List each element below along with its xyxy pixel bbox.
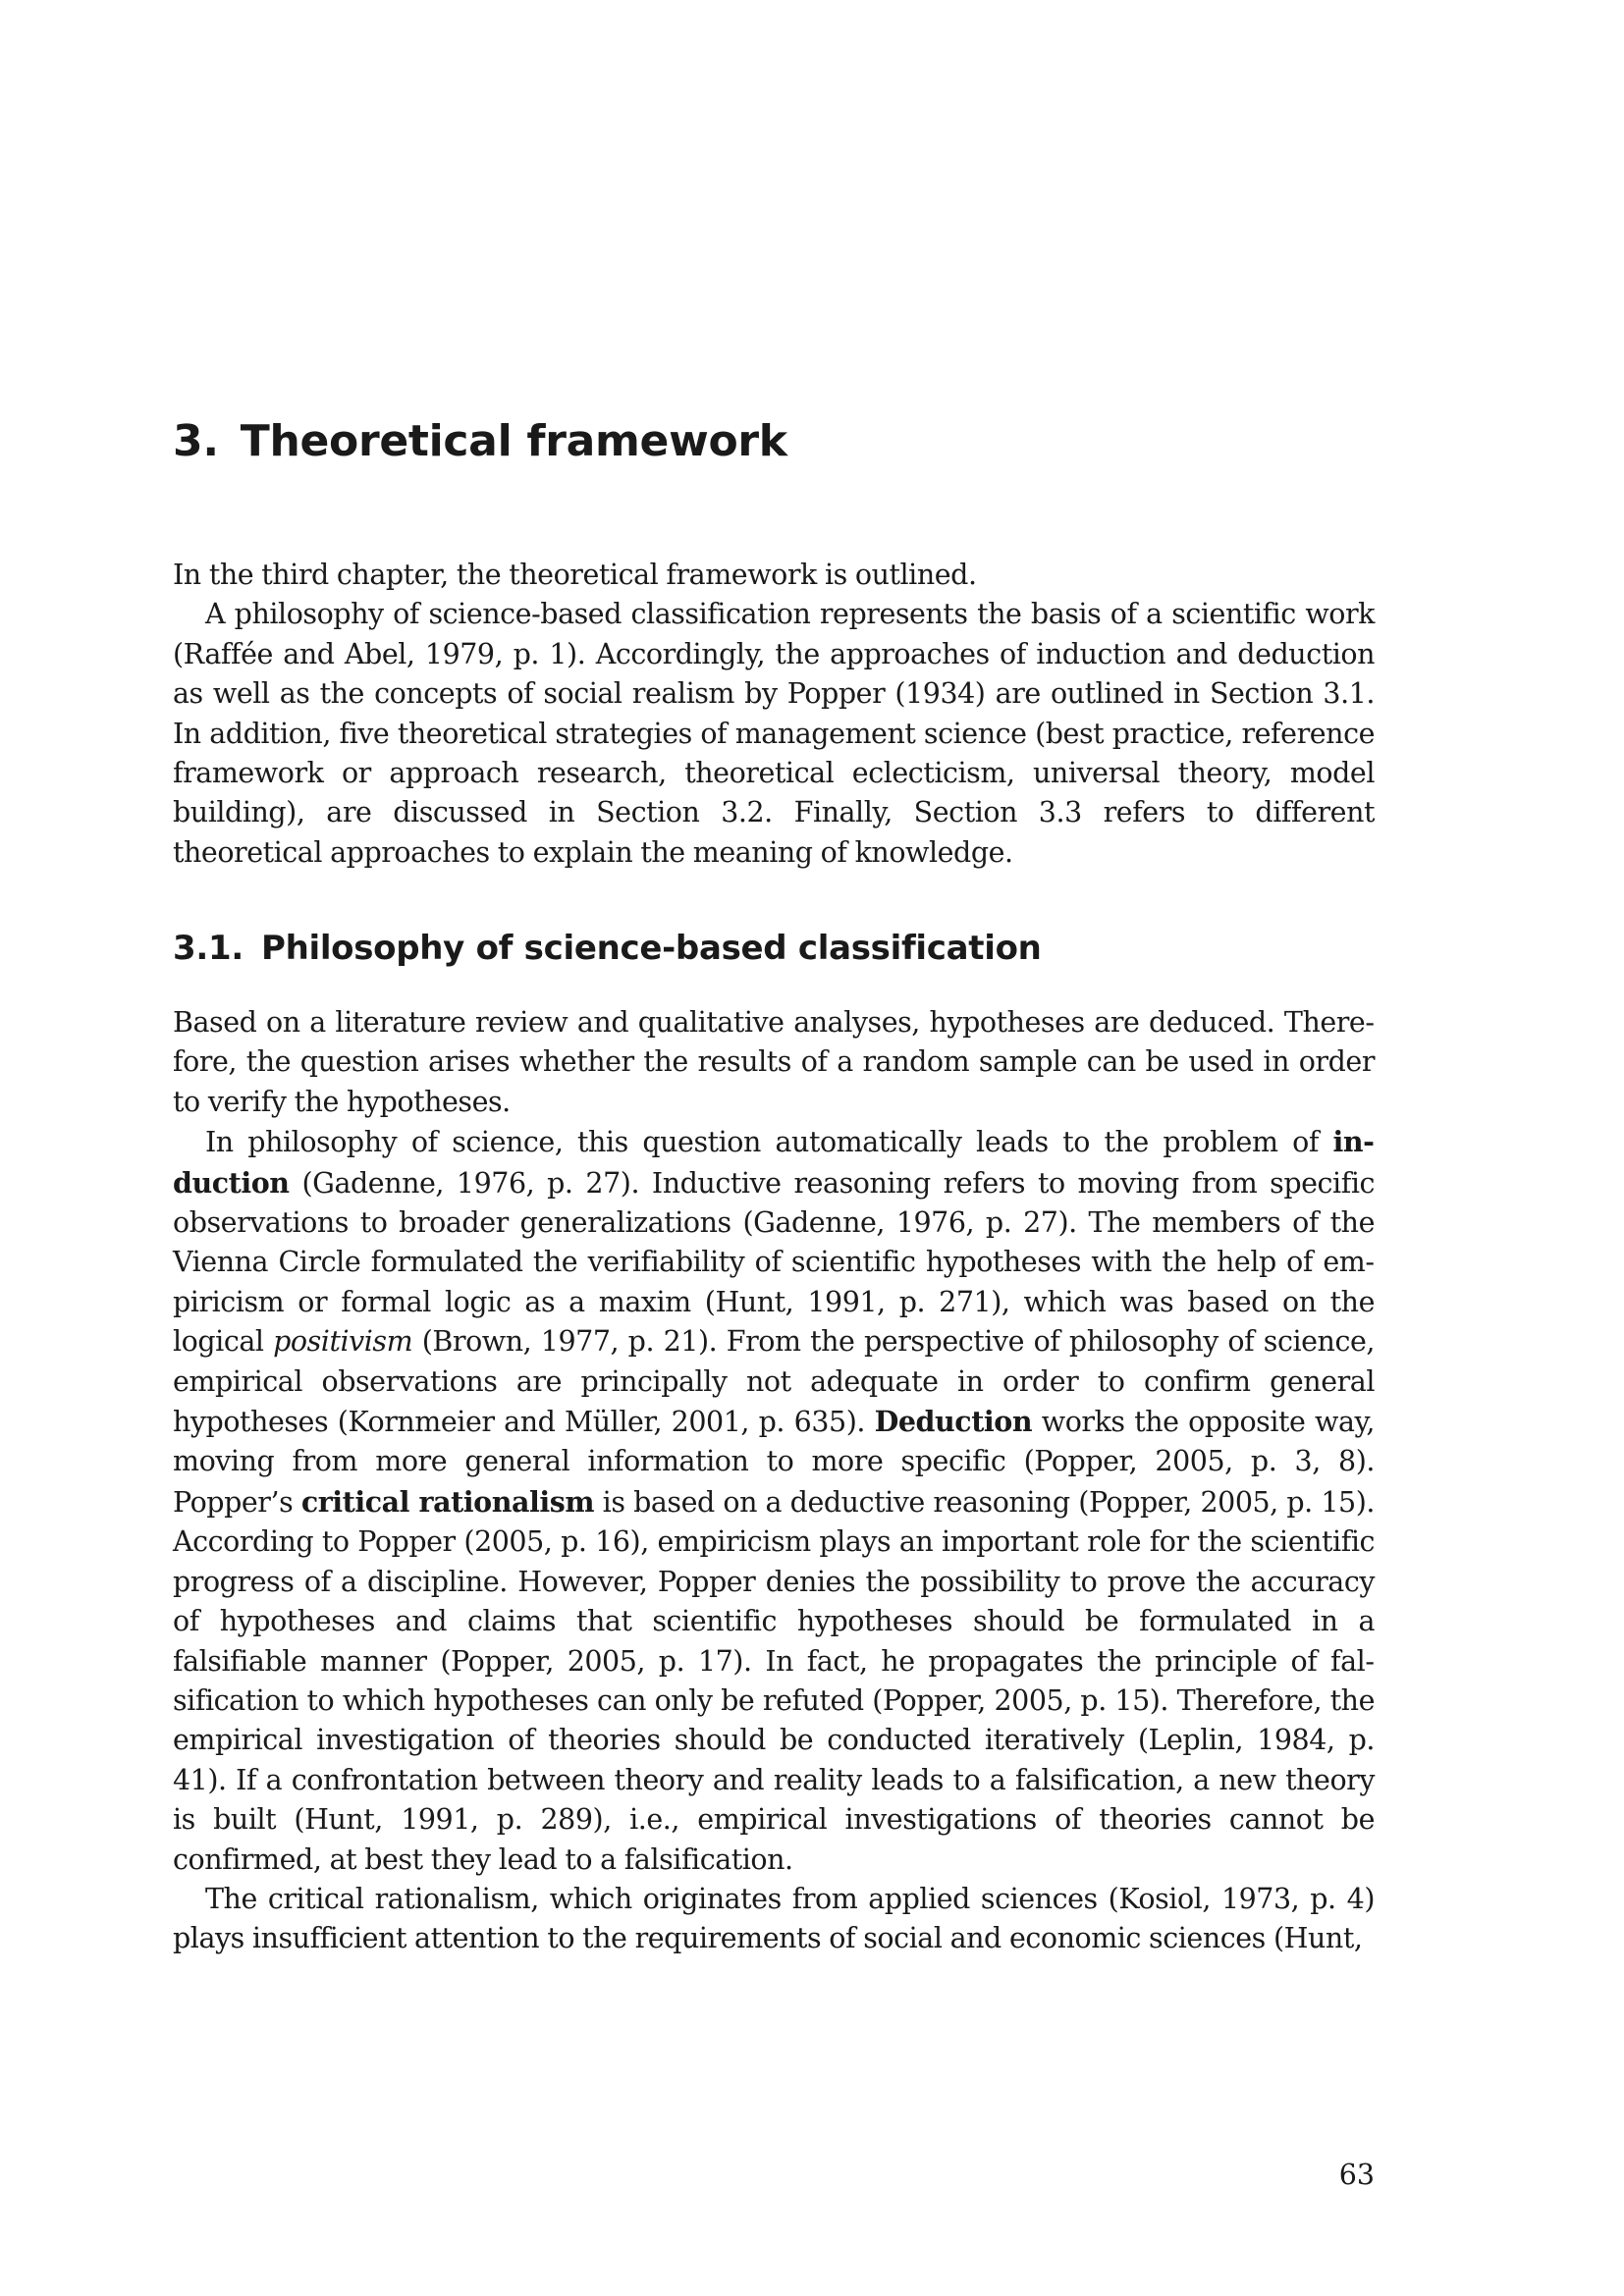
term-induction: induction (173, 1125, 1375, 1200)
text-run: (Brown, 1977, p. 21). From the perspective of philosophy of science, empirical observations are principally not adequate in order to confirm general hypotheses (Kornmeier and Müller, 2001, p. 635). (173, 1325, 1375, 1439)
section-paragraph-2 (173, 1122, 1375, 1880)
chapter-intro (173, 556, 1375, 873)
chapter-title (173, 412, 787, 471)
page-number: 63 (1338, 2159, 1375, 2191)
section-paragraph-3: The critical rationalism, which originates from applied sciences (Kosiol, 1973, p. 4) plays insufficient attention to the requirements of social and economic sciences (Hunt, (173, 1882, 1375, 1955)
text-run: In philosophy of science, this question automatically leads to the problem of (205, 1126, 1333, 1159)
term-critical-rationalism: critical rationalism (300, 1484, 595, 1519)
section-paragraph-1: Based on a literature review and qualitative analyses, hypotheses are deduced. Therefore, the question arises whether the results of a random sample can be used in order to verify the hypotheses. (173, 1006, 1375, 1118)
section-number: 3.1. (173, 929, 244, 968)
intro-paragraph-1: In the third chapter, the theoretical framework is outlined. (173, 559, 977, 591)
text-run: is based on a deductive reasoning (Popper, 2005, p. 15). According to Popper (2005, p. 16), empiricism plays an important role for the scientific progress of a discipline. However, Popper denies the possibility to prove the accuracy of hypotheses and claims that scientific hypotheses should be formulated in a falsifiable manner (Popper, 2005, p. 17). In fact, he propagates the principle of falsification to which hypotheses can only be refuted (Popper, 2005, p. 15). Therefore, the empirical investigation of theories should be conducted iteratively (Leplin, 1984, p. 41). If a confrontation between theory and reality leads to a falsification, a new theory is built (Hunt, 1991, p. 289), i.e., empirical investigations of theories cannot be confirmed, at best they lead to a falsification. (173, 1485, 1375, 1876)
intro-paragraph-2: A philosophy of science-based classification represents the basis of a scientific work (Raffée and Abel, 1979, p. 1). Accordingly, the approaches of induction and deduction as well as the concepts of social realism by Popper (1934) are outlined in Section 3.1. In addition, five theoretical strategies of management science (best practice, reference framework or approach research, theoretical eclecticism, universal theory, model building), are discussed in Section 3.2. Finally, Section 3.3 refers to different theoretical approaches to explain the meaning of knowledge. (173, 598, 1375, 869)
text-run: works the opposite way, moving from more general information to more specific (Popper, 2005, p. 3, 8). Popper’s (173, 1406, 1375, 1519)
chapter-title-text: Theoretical framework (240, 416, 787, 466)
term-deduction: Deduction (874, 1405, 1033, 1439)
section-body (173, 1003, 1375, 1959)
chapter-number: 3. (173, 416, 219, 466)
term-positivism: positivism (273, 1325, 413, 1359)
text-run: (Gadenne, 1976, p. 27). Inductive reasoning refers to moving from specific observations to broader generalizations (Gadenne, 1976, p. 27). The members of the Vienna Circle formulated the verifiability of scientific hypotheses with the help of empiricism or formal logic as a maxim (Hunt, 1991, p. 271), which was based on the logical (173, 1166, 1375, 1359)
section-title-text: Philosophy of science-based classification (260, 929, 1042, 968)
section-title (173, 925, 1042, 972)
